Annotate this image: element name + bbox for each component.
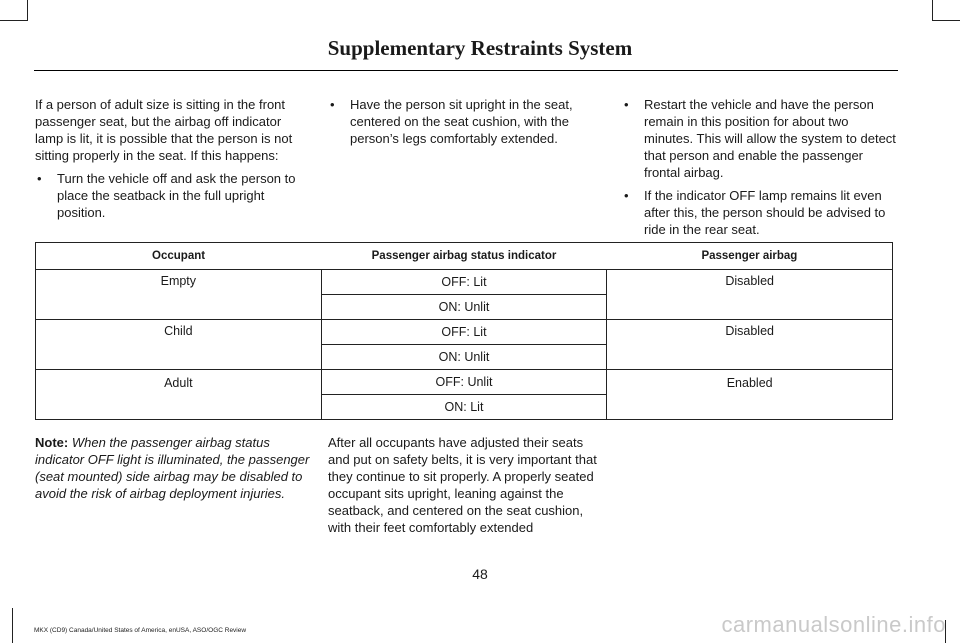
airbag-status-table (35, 242, 893, 420)
bullet-icon: • (624, 188, 629, 203)
table-row (36, 270, 893, 295)
bullet-icon: • (37, 171, 42, 186)
list-item-text: Have the person sit upright in the seat, centered on the seat cushion, with the person’s legs comfortably extended. (350, 97, 573, 146)
status-cell: ON: Unlit (321, 295, 607, 320)
airbag-cell: Disabled (607, 270, 893, 320)
list-item (622, 96, 898, 181)
occupant-cell: Adult (36, 370, 322, 420)
note-block (35, 434, 311, 502)
page-title: Supplementary Restraints System (327, 36, 633, 60)
header-rule (34, 70, 898, 71)
bullet-icon: • (624, 97, 629, 112)
column-header: Occupant (36, 243, 322, 270)
list-item-text: Turn the vehicle off and ask the person to place the seatback in the full upright position. (57, 171, 296, 220)
status-cell: OFF: Unlit (321, 370, 607, 395)
crop-mark (27, 0, 28, 20)
note-label: Note: (35, 435, 69, 450)
column-header: Passenger airbag status indicator (321, 243, 607, 270)
crop-mark (932, 20, 960, 21)
column-1 (35, 96, 309, 227)
column-2 (328, 96, 604, 153)
list-item (35, 170, 309, 221)
status-cell: OFF: Lit (321, 270, 607, 295)
footer-text: MKX (CD9) Canada/United States of America, enUSA, ASO/OGC Review (34, 627, 247, 634)
status-cell: ON: Lit (321, 395, 607, 420)
watermark: carmanualsonline.info (721, 612, 946, 637)
crop-mark (12, 608, 13, 643)
airbag-cell: Disabled (607, 320, 893, 370)
page-number: 48 (472, 566, 488, 582)
table-row (36, 320, 893, 345)
bullet-icon: • (330, 97, 335, 112)
column-header: Passenger airbag (607, 243, 893, 270)
crop-mark (932, 0, 933, 20)
airbag-cell: Enabled (607, 370, 893, 420)
occupant-cell: Child (36, 320, 322, 370)
list-item-text: Restart the vehicle and have the person remain in this position for about two minutes. This will allow the system to detect that person and enable the passenger frontal airbag. (644, 97, 896, 180)
table-header-row (36, 243, 893, 270)
occupant-cell: Empty (160, 274, 197, 288)
column-3 (622, 96, 898, 244)
table-row (36, 370, 893, 395)
intro-paragraph: If a person of adult size is sitting in the front passenger seat, but the airbag off indicator lamp is lit, it is possible that the person is not sitting properly in the seat. If this happens: (35, 97, 293, 163)
list-item-text: If the indicator OFF lamp remains lit even after this, the person should be advised to ride in the rear seat. (644, 188, 886, 237)
list-item (328, 96, 604, 147)
status-cell: OFF: Lit (321, 320, 607, 345)
status-cell: ON: Unlit (321, 345, 607, 370)
occupant-paragraph: After all occupants have adjusted their seats and put on safety belts, it is very important that they continue to sit properly. A properly seated occupant sits upright, leaning against the seatback, and centered on the seat cushion, with their feet comfortably extended (328, 435, 597, 535)
crop-mark (0, 20, 28, 21)
list-item (622, 187, 898, 238)
note-text: When the passenger airbag status indicator OFF light is illuminated, the passenger (seat mounted) side airbag may be disabled to avoid the risk of airbag deployment injuries. (35, 435, 310, 501)
